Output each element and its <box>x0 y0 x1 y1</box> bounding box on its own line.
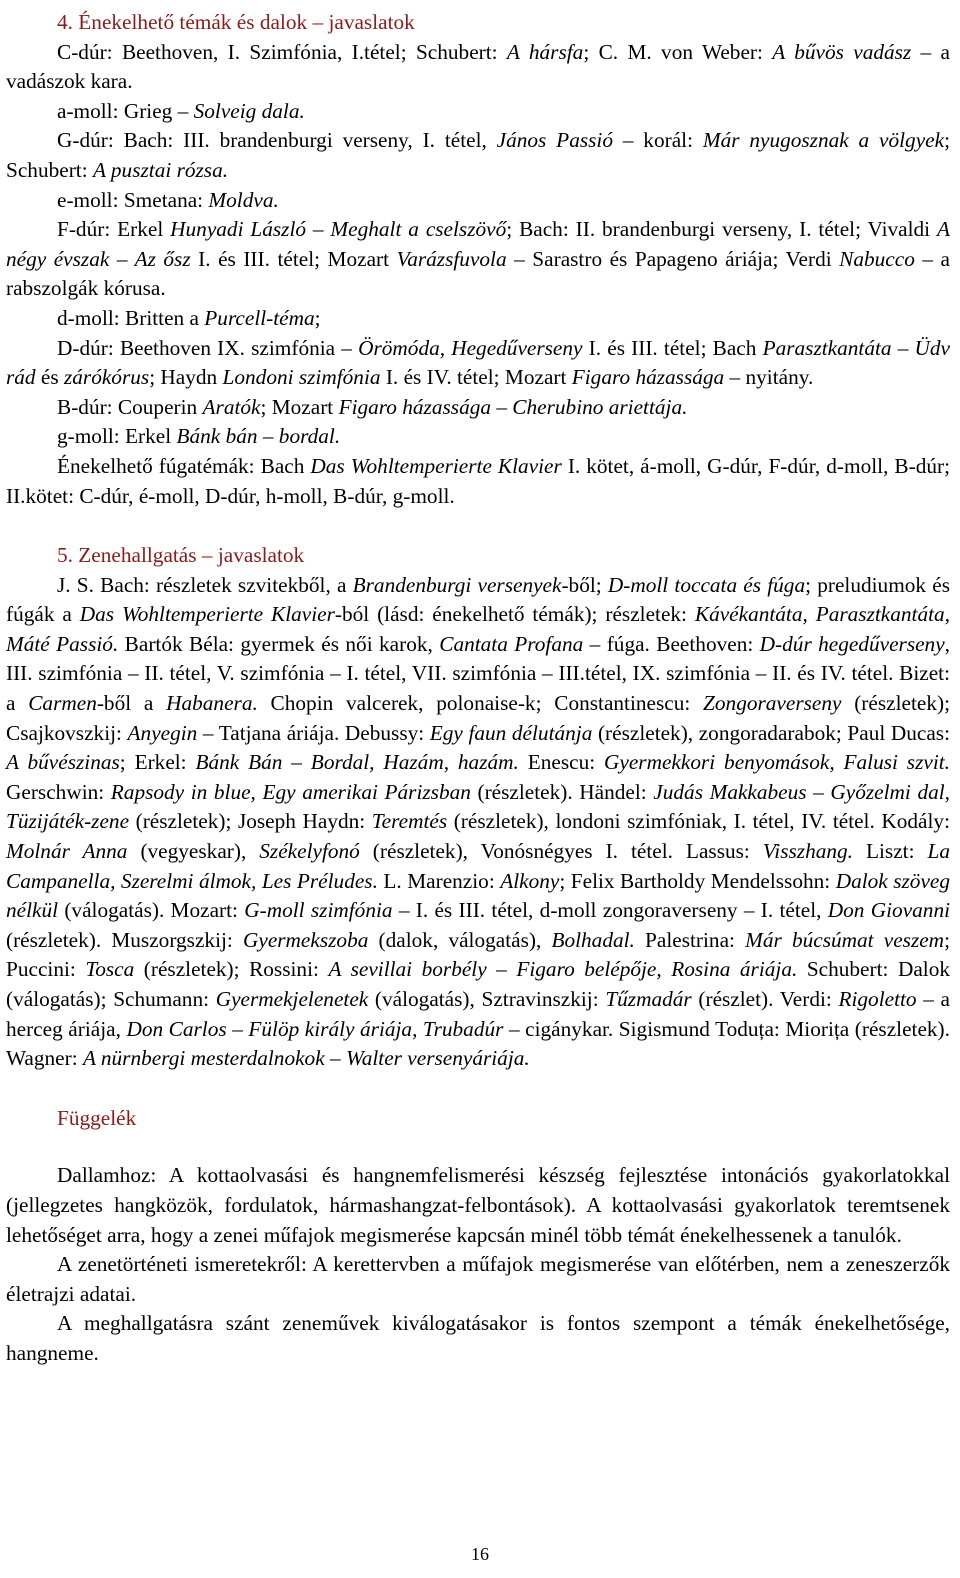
italic-text: zárókórus <box>63 365 150 390</box>
text-run: (vegyeskar), <box>127 839 260 864</box>
text-run: ; Haydn <box>149 365 223 390</box>
paragraph <box>6 452 950 511</box>
text-run: ; <box>314 305 321 330</box>
italic-text: Hunyadi László – Meghalt a cselszövő <box>170 217 507 242</box>
italic-text: Bolhadal. <box>551 927 635 952</box>
text-run: és <box>35 365 64 390</box>
text-run: (válogatás), Sztravinszkij: <box>368 987 606 1011</box>
text-run: – fúga. Beethoven: <box>583 631 760 656</box>
text-run: (részletek). Muszorgszkij: <box>6 927 243 952</box>
text-run: a-moll: Grieg – <box>57 98 194 123</box>
text-run: Chopin valcerek, polonaise-k; Constantinescu: <box>257 691 704 716</box>
italic-text: Molnár Anna <box>6 839 128 864</box>
text-run: d-moll: Britten a <box>57 305 205 330</box>
text-run: Gerschwin: <box>6 779 111 804</box>
italic-text: Dalok szöveg nélkül <box>6 868 950 923</box>
section-5-heading: 5. Zenehallgatás – javaslatok <box>57 543 305 568</box>
paragraph <box>6 186 950 216</box>
italic-text: Gyermekjelenetek <box>215 987 369 1011</box>
text-run: (részletek); Csajkovszkij: <box>6 691 950 745</box>
italic-text: Moldva. <box>208 187 279 212</box>
italic-text: Parasztkantáta – Üdv rád <box>6 335 950 390</box>
text-run: Schubert: Dalok (válogatás); Schumann: <box>6 957 951 1011</box>
paragraph <box>6 1309 950 1368</box>
text-run: -ból (lásd: énekelhető témák); részletek: <box>334 602 695 627</box>
italic-text: A bűvös vadász <box>772 39 912 64</box>
italic-text: D-dúr hegedűverseny <box>759 631 945 656</box>
text-run: ; Puccini: <box>6 927 950 982</box>
italic-text: Egy faun délutánja <box>429 720 593 745</box>
paragraph <box>6 304 950 334</box>
italic-text: A sevillai borbély – Figaro belépője, Rosina áriája. <box>328 957 798 982</box>
text-run: -ből; <box>561 572 608 597</box>
text-run: I. és IV. tétel; Mozart <box>380 365 572 390</box>
italic-text: Gyermekszoba <box>242 927 369 952</box>
italic-text: Varázsfuvola <box>396 246 507 271</box>
paragraph <box>6 571 950 1074</box>
text-run: G-dúr: Bach: III. brandenburgi verseny, I. tétel, <box>57 128 497 153</box>
italic-text: Bánk Bán – Bordal, Hazám, hazám. <box>195 750 519 775</box>
text-run: (részletek); Joseph Haydn: <box>129 809 372 834</box>
italic-text: Cantata Profana <box>439 631 584 656</box>
text-run: (részletek), londoni szimfóniak, I. tétel, IV. tétel. Kodály: <box>447 809 950 834</box>
text-run: Liszt: <box>853 839 928 864</box>
paragraph <box>6 126 950 185</box>
paragraph <box>6 422 950 452</box>
text-run: (dalok, válogatás), <box>368 927 552 952</box>
italic-text: Purcell-téma <box>204 305 315 330</box>
text-run: g-moll: Erkel <box>57 424 177 449</box>
italic-text: La Campanella, Szerelmi álmok, Les Préludes. <box>6 839 950 893</box>
italic-text: Judás Makkabeus – Győzelmi dal, Tüzijáték-zene <box>6 779 950 834</box>
paragraph <box>6 97 950 127</box>
text-run: F-dúr: Erkel <box>57 217 171 242</box>
section-4-heading: 4. Énekelhető témák és dalok – javaslatok <box>57 10 415 34</box>
paragraph <box>6 38 950 97</box>
italic-text: Aratók <box>202 394 261 419</box>
text-run: Dallamhoz: A kottaolvasási és hangnemfelismerési készség fejlesztése intonációs gyakorlatokkal (jellegzetes hangközök, fordulatok, hármashangzat-felbontások). A kottaolvasási gyakorlatok teremtsenek lehetőséget arra, hogy a zenei műfajok megismerése kapcsán minél több témát énekelhessenek a tanulók. <box>6 1163 950 1247</box>
text-run: C-dúr: Beethoven, I. Szimfónia, I.tétel; Schubert: <box>57 39 507 64</box>
italic-text: Rigoletto <box>838 987 917 1011</box>
italic-text: A nürnbergi mesterdalnokok – Walter versenyáriája. <box>82 1046 530 1071</box>
italic-text: G-moll szimfónia <box>244 898 393 923</box>
text-run: -ből a <box>96 691 167 716</box>
text-run: – korál: <box>612 128 703 153</box>
text-run: – I. és III. tétel, d-moll zongoraverseny – I. tétel, <box>392 898 828 923</box>
paragraph <box>6 1250 950 1309</box>
italic-text: Anyegin <box>127 720 198 745</box>
paragraph <box>6 393 950 423</box>
italic-text: Das Wohltemperierte Klavier <box>310 453 562 478</box>
italic-text: Don Giovanni <box>827 898 951 923</box>
italic-text: Már búcsúmat veszem <box>745 927 945 952</box>
text-run: I. és III. tétel; Bach <box>582 335 763 360</box>
italic-text: Tűzmadár <box>605 987 692 1011</box>
appendix-heading: Függelék <box>57 1105 137 1130</box>
paragraph <box>6 1161 950 1250</box>
text-run: e-moll: Smetana: <box>57 187 209 212</box>
italic-text: Visszhang. <box>762 839 853 864</box>
italic-text: Brandenburgi versenyek <box>352 572 562 597</box>
text-run: (részlet). Verdi: <box>691 987 839 1011</box>
italic-text: A bűvészinas <box>6 750 120 775</box>
text-run: ; Schubert: <box>6 128 950 182</box>
italic-text: Örömóda, Hegedűverseny <box>358 335 583 360</box>
italic-text: Székelyfonó <box>259 839 360 864</box>
text-run: Enescu: <box>518 750 605 775</box>
text-run: ; C. M. von Weber: <box>583 39 773 64</box>
text-run: B-dúr: Couperin <box>57 394 203 419</box>
text-run: – a rabszolgák kórusa. <box>6 246 951 301</box>
text-run: A meghallgatásra szánt zeneművek kiválogatásakor is fontos szempont a témák énekelhetősége, hangneme. <box>6 1311 950 1365</box>
text-run: L. Marenzio: <box>377 868 501 893</box>
italic-text: Londoni szimfónia <box>222 365 381 390</box>
text-run: I. kötet, á-moll, G-dúr, F-dúr, d-moll, B-dúr; II.kötet: C-dúr, é-moll, D-dúr, h-moll, B-dúr, g-moll. <box>6 453 951 508</box>
italic-text: A pusztai rózsa. <box>92 157 229 182</box>
text-run: , III. szimfónia – II. tétel, V. szimfónia – I. tétel, VII. szimfónia – III.tétel, IX. szimfónia – II. és IV. tétel. Bizet: a <box>6 631 950 716</box>
text-run: – Sarastro és Papageno áriája; Verdi <box>506 246 840 271</box>
italic-text: Bánk bán – bordal. <box>176 424 341 449</box>
document-page <box>6 8 950 1369</box>
italic-text: Zongoraverseny <box>703 691 842 716</box>
text-run: (válogatás). Mozart: <box>58 898 245 923</box>
text-run: ; Felix Bartholdy Mendelssohn: <box>559 868 836 893</box>
italic-text: Teremtés <box>371 809 448 834</box>
italic-text: D-moll toccata és fúga <box>607 572 806 597</box>
paragraph <box>6 334 950 393</box>
paragraph <box>6 215 950 304</box>
text-run: (részletek); Rossini: <box>134 957 329 982</box>
text-run: ; Mozart <box>260 394 339 419</box>
italic-text: Habanera. <box>166 691 258 716</box>
italic-text: Figaro házassága – Cherubino ariettája. <box>338 394 688 419</box>
italic-text: Solveig dala. <box>193 98 305 123</box>
text-run: A zenetörténeti ismeretekről: A kerettervben a műfajok megismerése van előtérben, nem a zeneszerzők életrajzi adatai. <box>6 1252 950 1306</box>
italic-text: Alkony <box>500 868 560 893</box>
spacer <box>6 1133 950 1161</box>
text-run: – Tatjana áriája. Debussy: <box>197 720 430 745</box>
text-run: Bartók Béla: gyermek és női karok, <box>118 631 440 656</box>
text-run: (részletek), Vonósnégyes I. tétel. Lassus: <box>359 839 763 864</box>
text-run: ; Erkel: <box>119 750 196 775</box>
italic-text: Nabucco <box>839 246 915 271</box>
italic-text: A hársfa <box>506 39 584 64</box>
text-run: Énekelhető fúgatémák: Bach <box>57 453 311 478</box>
italic-text: Gyermekkori benyomások, Falusi szvit. <box>604 750 950 775</box>
spacer <box>6 1074 950 1104</box>
text-run: – a herceg áriája, <box>6 987 951 1041</box>
italic-text: Das Wohltemperierte Klavier <box>79 602 335 627</box>
text-run: J. S. Bach: részletek szvitekből, a <box>57 572 353 597</box>
italic-text: A négy évszak – Az ősz <box>6 217 951 271</box>
text-run: – cigánykar. Sigismund Toduța: Miorița (részletek). Wagner: <box>6 1016 950 1071</box>
italic-text: Figaro házassága <box>571 365 725 390</box>
text-run: (részletek). Händel: <box>470 779 654 804</box>
text-run: – nyitány. <box>724 365 814 390</box>
text-run: (részletek), zongoradarabok; Paul Ducas: <box>592 720 950 745</box>
italic-text: Don Carlos – Fülöp király áriája, Trubadúr <box>126 1016 504 1041</box>
page-number: 16 <box>471 1544 489 1564</box>
italic-text: Rapsody in blue, Egy amerikai Párizsban <box>110 779 471 804</box>
italic-text: Tosca <box>85 957 135 982</box>
italic-text: János Passió <box>496 128 613 153</box>
text-run: D-dúr: Beethoven IX. szimfónia – <box>57 335 359 360</box>
text-run: ; preludiumok és fúgák a <box>6 572 950 627</box>
italic-text: Már nyugosznak a völgyek <box>702 128 945 153</box>
text-run: I. és III. tétel; Mozart <box>190 246 397 271</box>
italic-text: Kávékantáta, Parasztkantáta, Máté Passió. <box>6 602 951 656</box>
italic-text: Carmen <box>28 691 97 716</box>
spacer <box>6 511 950 541</box>
text-run: Palestrina: <box>634 927 746 952</box>
text-run: – a vadászok kara. <box>6 39 950 94</box>
text-run: ; Bach: II. brandenburgi verseny, I. tétel; Vivaldi <box>506 217 937 242</box>
